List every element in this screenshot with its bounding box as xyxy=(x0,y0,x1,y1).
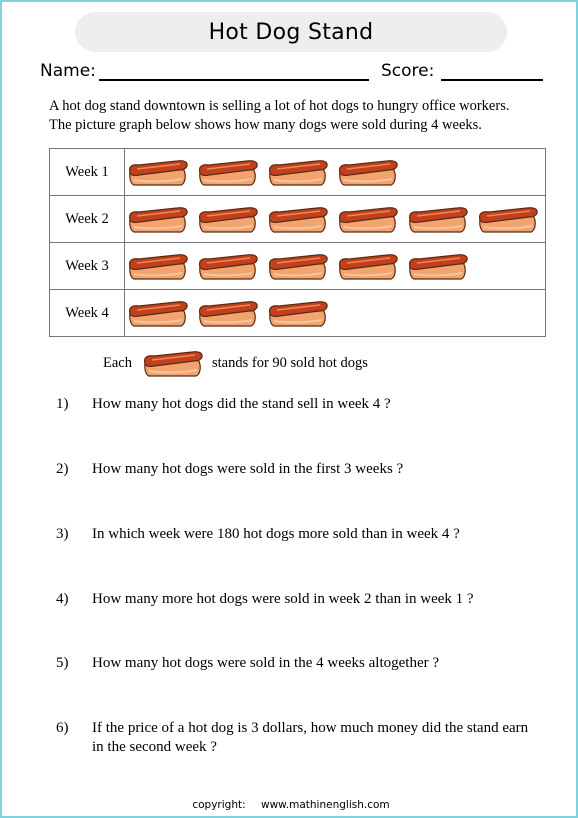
question-number: 4) xyxy=(56,591,69,607)
graph-row xyxy=(50,290,546,337)
hot-dog-icon xyxy=(140,344,206,382)
graph-key xyxy=(103,345,368,381)
hot-dog-icon xyxy=(265,247,331,285)
hot-dog-icon xyxy=(335,247,401,285)
hot-dog-icon xyxy=(265,153,331,191)
graph-row xyxy=(50,149,546,196)
title-banner xyxy=(75,12,507,52)
hot-dog-icon xyxy=(195,294,261,332)
question-number: 3) xyxy=(56,526,69,542)
hot-dog-icon xyxy=(195,247,261,285)
hot-dog-icon xyxy=(265,294,331,332)
copyright-label: copyright: xyxy=(192,799,246,811)
hot-dog-icon xyxy=(335,153,401,191)
intro-line: The picture graph below shows how many dogs were sold during 4 weeks. xyxy=(49,117,482,133)
key-prefix: Each xyxy=(103,354,132,371)
website-link[interactable]: www.mathinenglish.com xyxy=(260,799,390,811)
hot-dog-icon xyxy=(475,200,541,238)
score-label: Score: xyxy=(381,61,435,81)
question-number: 1) xyxy=(56,396,69,412)
hot-dog-icon xyxy=(335,200,401,238)
question-number: 2) xyxy=(56,461,69,477)
picture-graph xyxy=(49,148,546,337)
hot-dog-icon xyxy=(405,247,471,285)
question-text: How many hot dogs were sold in the 4 weeks altogether ? xyxy=(92,655,439,671)
question-number: 6) xyxy=(56,720,69,736)
hot-dog-icon xyxy=(405,200,471,238)
page-title: Hot Dog Stand xyxy=(208,19,374,45)
question-text: How many hot dogs did the stand sell in week 4 ? xyxy=(92,396,391,412)
hot-dog-count-cell xyxy=(125,290,546,337)
name-label: Name: xyxy=(40,61,96,81)
question-text: In which week were 180 hot dogs more sold than in week 4 ? xyxy=(92,526,460,542)
hot-dog-count-cell xyxy=(125,196,546,243)
question-text: How many more hot dogs were sold in week 2 than in week 1 ? xyxy=(92,591,474,607)
name-score-row xyxy=(40,61,550,87)
footer xyxy=(2,799,578,811)
hot-dog-count-cell xyxy=(125,149,546,196)
question-text: How many hot dogs were sold in the first 3 weeks ? xyxy=(92,461,404,477)
hot-dog-icon xyxy=(125,200,191,238)
key-suffix: stands for 90 sold hot dogs xyxy=(211,354,368,371)
hot-dog-icon xyxy=(125,247,191,285)
week-label: Week 2 xyxy=(50,196,125,243)
intro-line: A hot dog stand downtown is selling a lot of hot dogs to hungry office workers. xyxy=(49,98,510,114)
score-blank-line[interactable] xyxy=(441,79,543,81)
hot-dog-icon xyxy=(195,200,261,238)
question-text: If the price of a hot dog is 3 dollars, how much money did the stand earn in the second week ? xyxy=(92,720,529,755)
question-number: 5) xyxy=(56,655,69,671)
hot-dog-icon xyxy=(195,153,261,191)
week-label: Week 3 xyxy=(50,243,125,290)
graph-row xyxy=(50,243,546,290)
hot-dog-icon xyxy=(125,294,191,332)
week-label: Week 1 xyxy=(50,149,125,196)
hot-dog-icon xyxy=(125,153,191,191)
hot-dog-icon xyxy=(265,200,331,238)
name-blank-line[interactable] xyxy=(99,79,369,81)
week-label: Week 4 xyxy=(50,290,125,337)
hot-dog-count-cell xyxy=(125,243,546,290)
intro-text xyxy=(49,97,549,135)
graph-row xyxy=(50,196,546,243)
